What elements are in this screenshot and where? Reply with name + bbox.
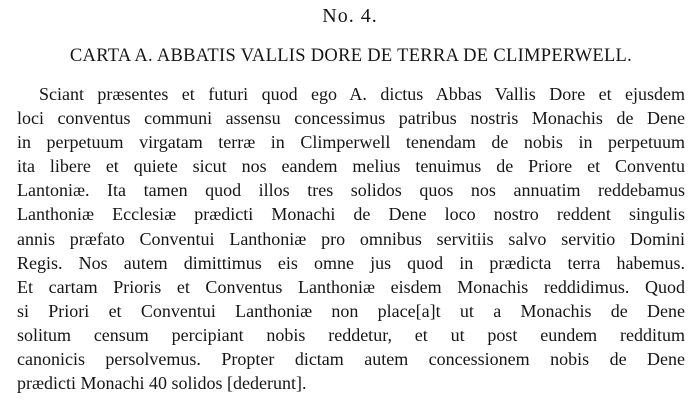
text-line: Lantoniæ. Ita tamen quod illos tres solidos quos nos annuatim reddebamus bbox=[17, 180, 685, 201]
text-line: si Priori et Conventui Lanthoniæ non place[a]t ut a Monachis de Dene bbox=[17, 300, 685, 321]
text-line: Et cartam Prioris et Conventus Lanthoniæ eisdem Monachis reddidimus. Quod bbox=[17, 276, 685, 297]
text-line: in perpetuum virgatam terræ in Climperwell tenendam de nobis in perpetuum bbox=[17, 132, 685, 153]
text-line: Lanthoniæ Ecclesiæ prædicti Monachi de Dene loco nostro reddent singulis bbox=[17, 204, 685, 225]
text-line: prædicti Monachi 40 solidos [dederunt]. bbox=[17, 373, 307, 394]
text-line: annis præfato Conventui Lanthoniæ pro omnibus servitiis salvo servitio Domini bbox=[17, 228, 685, 249]
document-number: No. 4. bbox=[322, 5, 378, 27]
text-line: Sciant præsentes et futuri quod ego A. dictus Abbas Vallis Dore et ejusdem bbox=[39, 84, 685, 104]
charter-text bbox=[17, 82, 685, 395]
text-line: solitum censum percipiant nobis reddetur, et ut post eundem redditum bbox=[17, 324, 685, 345]
text-line: Regis. Nos autem dimittimus eis omne jus quod in prædicta terra habemus. bbox=[17, 252, 685, 273]
text-line: canonicis persolvemus. Propter dictam autem concessionem nobis de Dene bbox=[17, 349, 685, 370]
text-line: ita libere et quiete sicut nos eandem melius tenuimus de Priore et Conventu bbox=[17, 156, 685, 177]
document-title: CARTA A. ABBATIS VALLIS DORE DE TERRA DE CLIMPERWELL. bbox=[69, 46, 633, 66]
text-line: loci conventus communi assensu concessimus patribus nostris Monachis de Dene bbox=[17, 108, 685, 129]
